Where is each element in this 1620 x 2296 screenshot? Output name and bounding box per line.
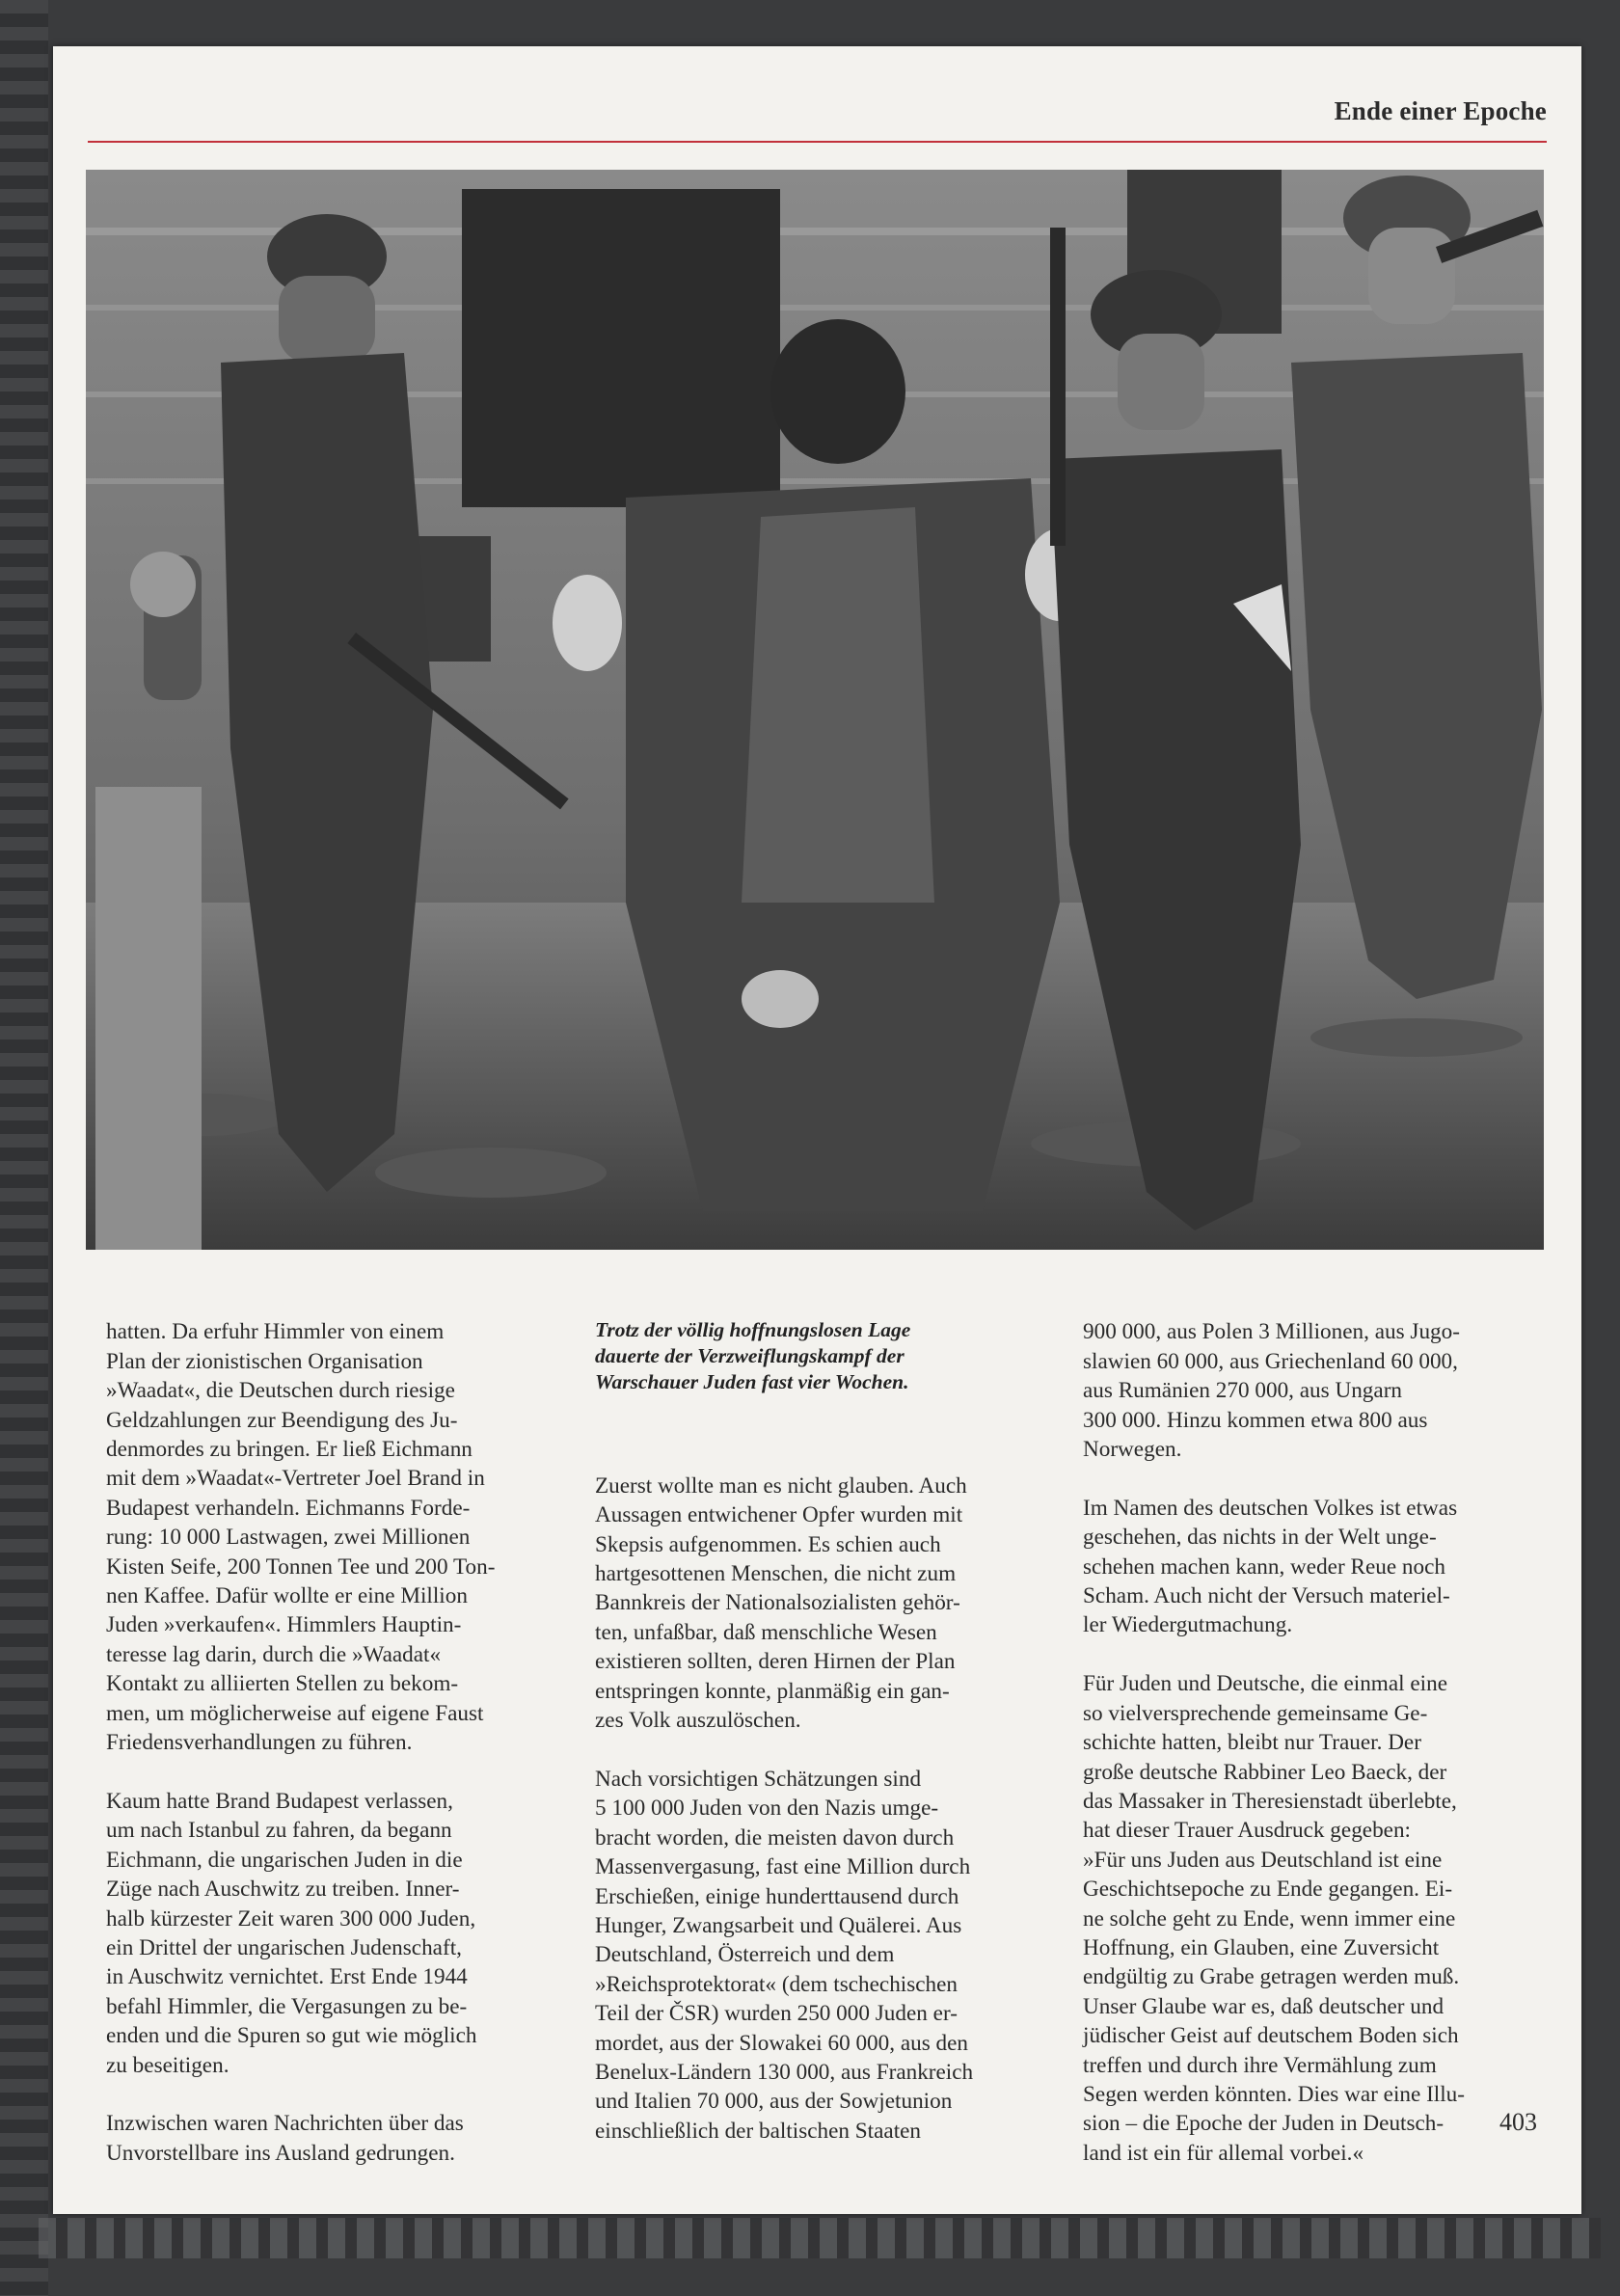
paragraph: Kaum hatte Brand Budapest verlassen, um nach Istanbul zu fahren, da begann Eichmann, die ungarischen Juden in die Züge nach Auschwitz zu treiben. Inner- halb kürzester Zeit waren 300 000 Juden, ein Drittel der ungarischen Judenschaft, in Auschwitz vernichtet. Erst Ende 1944 befahl Himmler, die Vergasungen zu be- enden und die Spuren so gut wie möglich zu beseitigen. [106, 1788, 477, 2078]
header-rule [88, 141, 1547, 143]
paragraph: Im Namen des deutschen Volkes ist etwas geschehen, das nichts in der Welt unge- schehen machen kann, weder Reue noch Scham. Auch nicht der Versuch materiel- ler Wiedergutmachung. [1083, 1495, 1458, 1638]
paragraph: hatten. Da erfuhr Himmler von einem Plan der zionistischen Organisation »Waadat«, die Deutschen durch riesige Geldzahlungen zur Beendigung des Ju- denmordes zu bringen. Er ließ Eichmann mit dem »Waadat«-Vertreter Joel Brand in Budapest verhandeln. Eichmanns Forde- rung: 10 000 Lastwagen, zwei Millionen Kisten Seife, 200 Tonnen Tee und 200 Ton- nen Kaffee. Dafür wollte er eine Million Juden »verkaufen«. Himmlers Hauptin- teresse lag darin, durch die »Waadat« Kontakt zu alliierten Stellen zu bekom- men, um möglicherweise auf eigene Faust Friedensverhandlungen zu führen. [106, 1319, 496, 1756]
text-column-1 [106, 1288, 569, 2198]
paragraph: Zuerst wollte man es nicht glauben. Auch Aussagen entwichener Opfer wurden mit Skepsis aufgenommen. Es schien auch hartgesottenen Menschen, die nicht zum Bannkreis der Nationalsozialisten gehör- ten, unfaßbar, daß menschliche Wesen existieren sollten, deren Hirnen der Plan entspringen konnte, planmäßig ein gan- zes Volk auszulöschen. [595, 1472, 967, 1734]
paragraph: Für Juden und Deutsche, die einmal eine so vielversprechende gemeinsame Ge- schichte hatten, bleibt nur Trauer. Der große deutsche Rabbiner Leo Baeck, der das Massaker in Theresienstadt überlebte, hat dieser Trauer Ausdruck gegeben: »Für uns Juden aus Deutschland ist eine Geschichtsepoche zu Ende gegangen. Ei- ne solche geht zu Ende, wenn immer eine Hoffnung, ein Glauben, eine Zuversicht endgültig zu Grabe getragen werden muß. Unser Glaube war es, daß deutscher und jüdischer Geist auf deutschem Boden sich treffen und durch ihre Vermählung zum Segen werden könnten. Dies war eine Illu- sion – die Epoche der Juden in Deutsch- land ist ein für allemal vorbei.« [1083, 1671, 1465, 2166]
paragraph: Inzwischen waren Nachrichten über das Unvorstellbare ins Ausland gedrungen. [106, 2111, 464, 2166]
running-head: Ende einer Epoche [1334, 96, 1547, 125]
historical-photo [86, 170, 1544, 1250]
photo-caption: Trotz der völlig hoffnungslosen Lage dauerte der Verzweiflungskampf der Warschauer Juden fast vier Wochen. [595, 1318, 911, 1394]
book-page [53, 46, 1581, 2214]
binder-sleeve-bottom [39, 2218, 1601, 2258]
paragraph: 900 000, aus Polen 3 Millionen, aus Jugo- slawien 60 000, aus Griechenland 60 000, aus Rumänien 270 000, aus Ungarn 300 000. Hinzu kommen etwa 800 aus Norwegen. [1083, 1319, 1460, 1463]
binder-sleeve-left [0, 0, 48, 2296]
page-number: 403 [1499, 2108, 1537, 2136]
text-column-3 [1083, 1288, 1546, 2198]
paragraph: Nach vorsichtigen Schätzungen sind 5 100 000 Juden von den Nazis umge- bracht worden, die meisten davon durch Massenvergasung, fast eine Million durch Erschießen, einige hunderttausend durch Hunger, Zwangsarbeit und Quälerei. Aus Deutschland, Österreich und dem »Reichsprotektorat« (dem tschechischen Teil der ČSR) wurden 250 000 Juden er- mordet, aus der Slowakei 60 000, aus den Benelux-Ländern 130 000, aus Frankreich und Italien 70 000, aus der Sowjetunion einschließlich der baltischen Staaten [595, 1766, 974, 2144]
text-column-2 [595, 1288, 1058, 2175]
